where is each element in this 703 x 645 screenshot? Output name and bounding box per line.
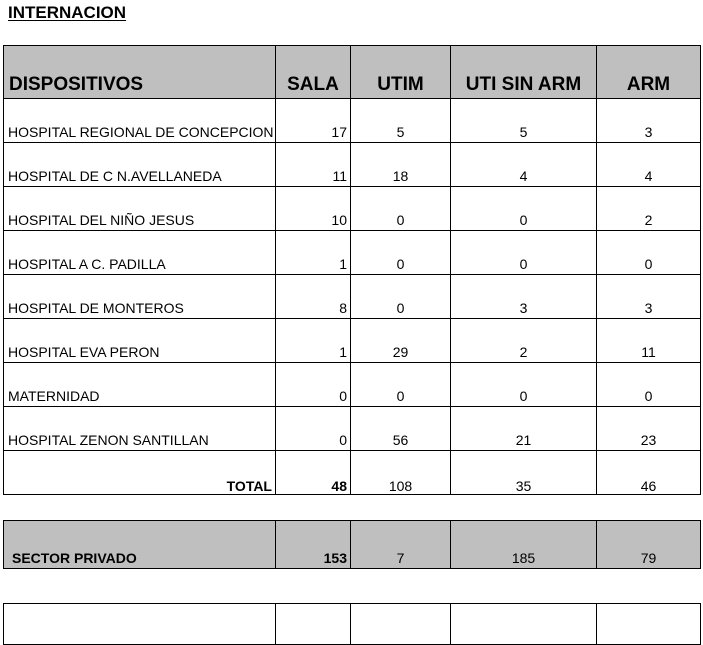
- total-row: [4, 451, 701, 495]
- row-utim: 5: [351, 99, 451, 143]
- row-arm: 23: [597, 407, 701, 451]
- header-dispositivos: DISPOSITIVOS: [4, 46, 276, 99]
- row-sala: 1: [276, 231, 351, 275]
- row-arm: 2: [597, 187, 701, 231]
- row-uti-sin-arm: 5: [451, 99, 597, 143]
- table-row: [4, 275, 701, 319]
- empty-cell: [4, 604, 276, 645]
- row-name: MATERNIDAD: [4, 363, 276, 407]
- row-utim: 0: [351, 231, 451, 275]
- total-arm: 46: [597, 451, 701, 495]
- internacion-table: [3, 45, 701, 495]
- empty-cell: [276, 604, 351, 645]
- header-utim: UTIM: [351, 46, 451, 99]
- row-sala: 10: [276, 187, 351, 231]
- sector-privado-sala: 153: [276, 521, 351, 569]
- empty-cell: [597, 604, 701, 645]
- row-name: HOSPITAL DE C N.AVELLANEDA: [4, 143, 276, 187]
- table-row: [4, 99, 701, 143]
- row-uti-sin-arm: 4: [451, 143, 597, 187]
- row-name: HOSPITAL DEL NIÑO JESUS: [4, 187, 276, 231]
- row-sala: 0: [276, 407, 351, 451]
- sector-privado-row: [4, 521, 701, 569]
- sector-privado-table: [3, 520, 701, 569]
- row-arm: 11: [597, 319, 701, 363]
- table-row: [4, 231, 701, 275]
- row-name: HOSPITAL REGIONAL DE CONCEPCION: [4, 99, 276, 143]
- row-arm: 4: [597, 143, 701, 187]
- header-sala: SALA: [276, 46, 351, 99]
- row-arm: 3: [597, 99, 701, 143]
- row-arm: 0: [597, 231, 701, 275]
- row-sala: 17: [276, 99, 351, 143]
- empty-row: [4, 604, 701, 645]
- row-utim: 0: [351, 187, 451, 231]
- row-sala: 0: [276, 363, 351, 407]
- row-name: HOSPITAL A C. PADILLA: [4, 231, 276, 275]
- total-label: TOTAL: [4, 451, 276, 495]
- row-uti-sin-arm: 0: [451, 363, 597, 407]
- row-name: HOSPITAL ZENON SANTILLAN: [4, 407, 276, 451]
- total-utim: 108: [351, 451, 451, 495]
- table-row: [4, 143, 701, 187]
- sector-privado-label: SECTOR PRIVADO: [4, 521, 276, 569]
- total-sala: 48: [276, 451, 351, 495]
- row-utim: 18: [351, 143, 451, 187]
- row-sala: 11: [276, 143, 351, 187]
- sector-privado-utim: 7: [351, 521, 451, 569]
- sector-privado-arm: 79: [597, 521, 701, 569]
- row-uti-sin-arm: 2: [451, 319, 597, 363]
- sector-privado-uti-sin-arm: 185: [451, 521, 597, 569]
- row-utim: 29: [351, 319, 451, 363]
- row-utim: 0: [351, 275, 451, 319]
- row-sala: 1: [276, 319, 351, 363]
- empty-cell: [451, 604, 597, 645]
- row-sala: 8: [276, 275, 351, 319]
- empty-cell: [351, 604, 451, 645]
- table-row: [4, 319, 701, 363]
- row-arm: 3: [597, 275, 701, 319]
- row-uti-sin-arm: 0: [451, 231, 597, 275]
- header-uti-sin-arm: UTI SIN ARM: [451, 46, 597, 99]
- table-row: [4, 187, 701, 231]
- header-arm: ARM: [597, 46, 701, 99]
- table-row: [4, 363, 701, 407]
- row-uti-sin-arm: 0: [451, 187, 597, 231]
- empty-table: [3, 603, 701, 645]
- table-header-row: [4, 46, 701, 99]
- row-utim: 56: [351, 407, 451, 451]
- row-name: HOSPITAL DE MONTEROS: [4, 275, 276, 319]
- row-arm: 0: [597, 363, 701, 407]
- row-utim: 0: [351, 363, 451, 407]
- total-uti-sin-arm: 35: [451, 451, 597, 495]
- page-title: INTERNACION: [8, 3, 127, 22]
- row-uti-sin-arm: 21: [451, 407, 597, 451]
- row-name: HOSPITAL EVA PERON: [4, 319, 276, 363]
- table-row: [4, 407, 701, 451]
- row-uti-sin-arm: 3: [451, 275, 597, 319]
